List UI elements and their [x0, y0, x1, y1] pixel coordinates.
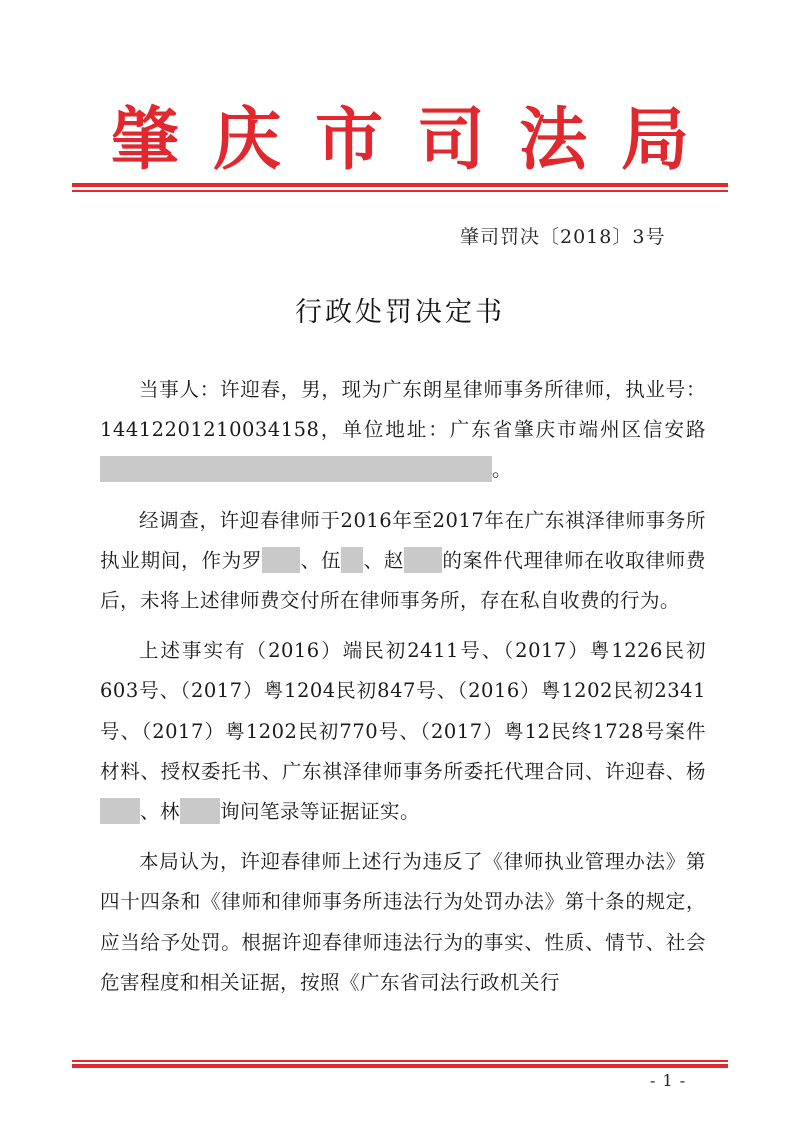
- document-number: 肇司罚决〔2018〕3号: [460, 226, 666, 248]
- paragraph-text: 当事人：许迎春，男，现为广东朗星律师事务所律师，执业号：14412201210034158，单位地址：广东省肇庆市端州区信安路: [100, 378, 706, 442]
- document-title: 行政处罚决定书: [295, 297, 505, 328]
- header-rule-thick: [72, 183, 728, 187]
- redaction-box: [262, 547, 300, 573]
- paragraph-text: 、赵: [363, 548, 405, 572]
- paragraph-text: 经调查，许迎春律师于2016年至2017年在广东祺泽律师事务所执业期间，作为罗: [100, 508, 706, 572]
- footer-rule-thick: [72, 1064, 728, 1068]
- document-body: [100, 370, 706, 1013]
- redaction-box: [100, 798, 140, 824]
- issuing-authority-title: 肇庆市司法局: [110, 100, 723, 180]
- paragraph-text: 、林: [140, 800, 181, 824]
- paragraph-text: 。: [492, 458, 513, 482]
- redaction-box: [180, 798, 220, 824]
- paragraph-text: 上述事实有（2016）端民初2411号、（2017）粤1226民初603号、（2017）粤1204民初847号、（2016）粤1202民初2341号、（2017）粤1202民初770号、（2017）粤12民终1728号案件材料、授权委托书、广东祺泽律师事务所委托代理合同、许迎春、杨: [100, 639, 706, 783]
- paragraph-text: 、伍: [300, 548, 342, 572]
- redaction-box: [404, 547, 442, 573]
- page-number: - 1 -: [650, 1071, 687, 1090]
- paragraph-evidence: [100, 631, 706, 832]
- paragraph-text: 询问笔录等证据证实。: [220, 800, 421, 824]
- redaction-box: [100, 456, 492, 482]
- paragraph-decision: 本局认为，许迎春律师上述行为违反了《律师执业管理办法》第四十四条和《律师和律师事务所违法行为处罚办法》第十条的规定，应当给予处罚。根据许迎春律师违法行为的事实、性质、情节、社会危害程度和相关证据，按照《广东省司法行政机关行: [100, 850, 706, 994]
- paragraph-party: [100, 370, 706, 491]
- paragraph-investigation: [100, 501, 706, 622]
- redaction-box: [341, 547, 363, 573]
- footer-rule-thin: [72, 1060, 728, 1062]
- paragraph-text: 的案件代理律师在收取律师费后，未将上述律师费交付所在律师事务所，存在私自收费的行为。: [100, 548, 706, 613]
- header-rule-thin: [72, 190, 728, 192]
